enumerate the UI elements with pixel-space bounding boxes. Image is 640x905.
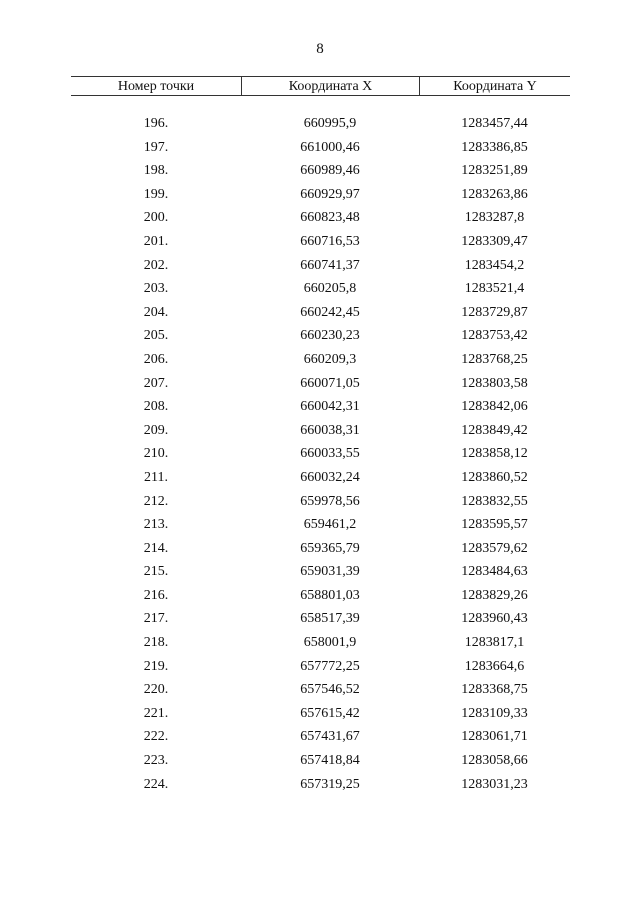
coordinates-table (71, 76, 570, 798)
point-number-cell: 199. (143, 186, 169, 202)
table-row (71, 704, 570, 728)
point-number-cell: 197. (143, 139, 169, 155)
table-row (71, 421, 570, 445)
coordinate-y-cell: 1283829,26 (461, 587, 528, 603)
coordinate-y-cell: 1283457,44 (461, 116, 528, 131)
coordinate-x-cell: 660042,31 (300, 399, 360, 415)
coordinate-y-cell: 1283753,42 (461, 328, 528, 344)
coordinate-x-cell: 660038,31 (300, 422, 360, 438)
table-row (71, 492, 570, 516)
table-row (71, 586, 570, 610)
coordinate-x-cell: 657772,25 (300, 658, 360, 674)
coordinate-x-cell: 657319,25 (300, 776, 360, 792)
table-row (71, 232, 570, 256)
coordinate-x-cell: 660209,3 (303, 351, 357, 367)
point-number-cell: 205. (143, 328, 169, 344)
point-number-cell: 212. (143, 493, 169, 509)
table-row (71, 609, 570, 633)
table-row (71, 114, 570, 138)
point-number-cell: 207. (143, 375, 169, 391)
coordinate-y-cell: 1283768,25 (461, 351, 528, 367)
table-row (71, 303, 570, 327)
point-number-cell: 211. (144, 469, 168, 485)
coordinate-y-cell: 1283058,66 (461, 753, 528, 769)
coordinate-x-cell: 659978,56 (300, 493, 360, 509)
coordinate-x-cell: 660242,45 (300, 304, 360, 320)
coordinate-y-cell: 1283960,43 (461, 611, 528, 627)
coordinate-x-cell: 657418,84 (300, 753, 360, 769)
coordinate-x-cell: 660071,05 (300, 375, 360, 391)
table-row (71, 515, 570, 539)
coordinate-y-cell: 1283849,42 (461, 422, 528, 438)
point-number-cell: 203. (143, 281, 169, 297)
coordinate-x-cell: 657431,67 (300, 729, 360, 745)
coordinate-y-cell: 1283454,2 (464, 257, 525, 273)
coordinate-x-cell: 660205,8 (303, 281, 357, 297)
coordinate-y-cell: 1283729,87 (461, 304, 528, 320)
coordinate-x-cell: 658801,03 (300, 587, 360, 603)
point-number-cell: 196. (143, 116, 169, 131)
point-number-cell: 222. (143, 729, 169, 745)
table-row (71, 185, 570, 209)
coordinate-y-cell: 1283858,12 (461, 446, 528, 462)
coordinate-x-cell: 657546,52 (300, 682, 360, 698)
coordinate-x-cell: 660741,37 (300, 257, 360, 273)
header-coordinate-x: Координата X (241, 77, 419, 95)
coordinate-y-cell: 1283368,75 (461, 682, 528, 698)
point-number-cell: 213. (143, 517, 169, 533)
coordinate-y-cell: 1283484,63 (461, 564, 528, 580)
table-row (71, 138, 570, 162)
table-row (71, 326, 570, 350)
table-row (71, 751, 570, 775)
table-row (71, 279, 570, 303)
table-row (71, 562, 570, 586)
point-number-cell: 198. (143, 163, 169, 179)
point-number-cell: 208. (143, 399, 169, 415)
table-row (71, 657, 570, 681)
table-row (71, 633, 570, 657)
point-number-cell: 221. (143, 705, 169, 721)
point-number-cell: 223. (143, 753, 169, 769)
coordinate-y-cell: 1283263,86 (461, 186, 528, 202)
table-row (71, 161, 570, 185)
table-row (71, 444, 570, 468)
coordinate-x-cell: 660716,53 (300, 233, 360, 249)
coordinate-y-cell: 1283664,6 (464, 658, 525, 674)
coordinate-y-cell: 1283579,62 (461, 540, 528, 556)
point-number-cell: 209. (143, 422, 169, 438)
coordinate-x-cell: 660033,55 (300, 446, 360, 462)
coordinate-y-cell: 1283860,52 (461, 469, 528, 485)
point-number-cell: 201. (143, 233, 169, 249)
coordinate-x-cell: 660230,23 (300, 328, 360, 344)
point-number-cell: 204. (143, 304, 169, 320)
table-row (71, 468, 570, 492)
table-row (71, 727, 570, 751)
coordinate-y-cell: 1283817,1 (464, 635, 525, 651)
coordinate-x-cell: 659461,2 (303, 517, 357, 533)
point-number-cell: 217. (143, 611, 169, 627)
coordinate-y-cell: 1283595,57 (461, 517, 528, 533)
point-number-cell: 216. (143, 587, 169, 603)
coordinate-y-cell: 1283031,23 (461, 776, 528, 792)
point-number-cell: 202. (143, 257, 169, 273)
coordinate-y-cell: 1283109,33 (461, 705, 528, 721)
point-number-cell: 220. (143, 682, 169, 698)
coordinate-x-cell: 660995,9 (303, 116, 357, 131)
coordinate-y-cell: 1283251,89 (461, 163, 528, 179)
coordinate-x-cell: 661000,46 (300, 139, 360, 155)
point-number-cell: 215. (143, 564, 169, 580)
table-row (71, 350, 570, 374)
point-number-cell: 206. (143, 351, 169, 367)
table-row (71, 374, 570, 398)
table-row (71, 539, 570, 563)
coordinate-x-cell: 660823,48 (300, 210, 360, 226)
table-row (71, 256, 570, 280)
coordinate-x-cell: 658517,39 (300, 611, 360, 627)
coordinate-x-cell: 657615,42 (300, 705, 360, 721)
table-row (71, 208, 570, 232)
coordinate-y-cell: 1283803,58 (461, 375, 528, 391)
header-point-number: Номер точки (117, 79, 195, 94)
point-number-cell: 219. (143, 658, 169, 674)
coordinate-x-cell: 658001,9 (303, 635, 357, 651)
coordinate-x-cell: 660929,97 (300, 186, 360, 202)
point-number-cell: 200. (143, 210, 169, 226)
table-row (71, 680, 570, 704)
table-header (71, 76, 570, 96)
coordinate-y-cell: 1283309,47 (461, 233, 528, 249)
coordinate-y-cell: 1283521,4 (464, 281, 525, 297)
point-number-cell: 224. (143, 776, 169, 792)
coordinate-y-cell: 1283842,06 (461, 399, 528, 415)
point-number-cell: 218. (143, 635, 169, 651)
page-number: 8 (316, 41, 324, 57)
table-row (71, 397, 570, 421)
coordinate-x-cell: 659365,79 (300, 540, 360, 556)
coordinate-x-cell: 659031,39 (300, 564, 360, 580)
table-row (71, 775, 570, 799)
coordinate-x-cell: 660032,24 (300, 469, 360, 485)
coordinate-x-cell: 660989,46 (300, 163, 360, 179)
coordinate-y-cell: 1283832,55 (461, 493, 528, 509)
table-body (71, 114, 570, 798)
coordinate-y-cell: 1283386,85 (461, 139, 528, 155)
header-coordinate-y: Координата Y (419, 77, 570, 95)
point-number-cell: 210. (143, 446, 169, 462)
point-number-cell: 214. (143, 540, 169, 556)
coordinate-y-cell: 1283061,71 (461, 729, 528, 745)
coordinate-y-cell: 1283287,8 (464, 210, 525, 226)
